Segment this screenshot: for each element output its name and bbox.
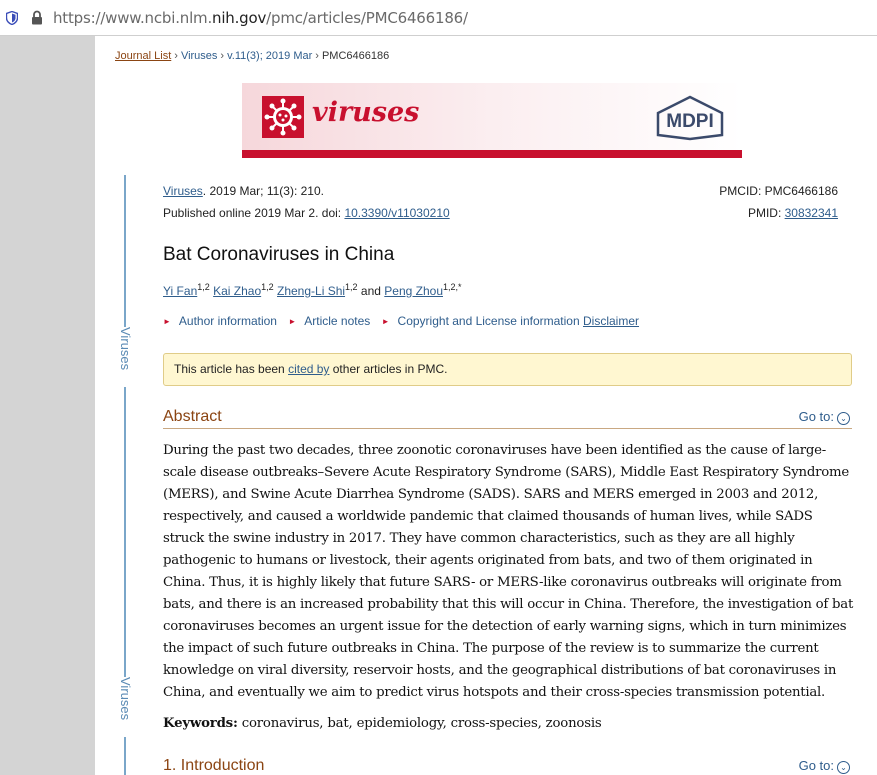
author-link[interactable]: Yi Fan <box>163 284 198 298</box>
breadcrumb-current: PMC6466186 <box>321 50 390 62</box>
sidebar-journal-label-2[interactable]: Viruses <box>110 677 140 737</box>
goto-introduction-menu[interactable]: Go to: ⌄ <box>799 758 850 774</box>
article-title: Bat Coronaviruses in China <box>163 244 395 265</box>
article-notes-toggle[interactable]: Article notes <box>304 314 371 328</box>
author-information-toggle[interactable]: Author information <box>178 314 277 328</box>
chevron-down-icon[interactable]: ⌄ <box>837 412 850 425</box>
virus-logo-icon <box>262 96 304 138</box>
triangle-right-icon: ► <box>288 317 297 326</box>
doi-link[interactable]: 10.3390/v11030210 <box>344 206 450 220</box>
shield-icon[interactable] <box>6 11 18 25</box>
keywords: Keywords: coronavirus, bat, epidemiology, cross-species, zoonosis <box>163 716 602 731</box>
abstract-heading: Abstract <box>163 408 222 425</box>
sidebar-journal-label[interactable]: Viruses <box>110 327 140 387</box>
journal-brand-name: viruses <box>312 97 420 128</box>
banner-red-bar <box>242 150 742 158</box>
abstract-heading-rule <box>163 428 852 429</box>
introduction-heading: 1. Introduction <box>163 757 265 774</box>
author-link[interactable]: Peng Zhou <box>384 284 443 298</box>
author-link[interactable]: Zheng-Li Shi <box>277 284 346 298</box>
article-info-links <box>163 314 639 328</box>
journal-link[interactable]: Viruses <box>163 184 203 198</box>
url-text[interactable]: https://www.ncbi.nlm.nih.gov/pmc/articles/PMC6466186/ <box>53 9 468 27</box>
mdpi-logo <box>654 95 726 141</box>
disclaimer-link[interactable]: Disclaimer <box>583 314 640 328</box>
abstract-text: During the past two decades, three zoonotic coronaviruses have been identified as the cause of large-scale disease outbreaks–Severe Acute Respiratory Syndrome (SARS), Middle East Respiratory Syndrome (MERS), and Swine Acute Diarrhea Syndrome (SADS). SARS and MERS emerged in 2003 and 2012, respectively, and caused a worldwide pandemic that claimed thousands of human lives, while SADS struck the swine industry in 2017. They have common characteristics, such as they are all highly pathogenic to humans or livestock, their agents originated from bats, and two of them originated in China. Thus, it is highly likely that future SARS- or MERS-like coronavirus outbreaks will originate from bats, and there is an increased probability that this will occur in China. Therefore, the investigation of bat coronaviruses becomes an urgent issue for the detection of early warning signs, which in turn minimizes the impact of such future outbreaks in China. The purpose of the review is to summarize the current knowledge on viral diversity, reservoir hosts, and the geographical distributions of bat coronaviruses in China, and eventually we aim to predict virus hotspots and their cross-species transmission potential. <box>163 443 854 700</box>
journal-banner[interactable] <box>242 83 742 158</box>
breadcrumb-journal-list[interactable]: Journal List <box>115 50 172 62</box>
left-margin <box>0 36 95 775</box>
breadcrumb-journal[interactable]: Viruses <box>180 50 218 62</box>
goto-abstract-menu[interactable]: Go to: ⌄ <box>799 409 850 425</box>
cited-by-link[interactable]: cited by <box>288 362 330 376</box>
article-ids: PMCID: PMC6466186 PMID: 30832341 <box>719 180 838 224</box>
triangle-right-icon: ► <box>381 317 390 326</box>
breadcrumb: Journal List › Viruses › v.11(3); 2019 Mar › PMC6466186 <box>115 50 390 62</box>
lock-icon[interactable] <box>31 10 43 25</box>
author-link[interactable]: Kai Zhao <box>213 284 262 298</box>
copyright-toggle[interactable]: Copyright and License information <box>397 314 580 328</box>
triangle-right-icon: ► <box>163 317 171 326</box>
chevron-down-icon[interactable]: ⌄ <box>837 761 850 774</box>
pmcid: PMCID: PMC6466186 <box>719 184 838 198</box>
browser-address-bar[interactable] <box>0 0 877 36</box>
citation-info: Viruses. 2019 Mar; 11(3): 210. Published online 2019 Mar 2. doi: 10.3390/v11030210 <box>163 184 450 220</box>
cited-by-notice: This article has been cited by other articles in PMC. <box>163 353 852 386</box>
publisher-name: MDPI <box>666 111 714 132</box>
pmid-link[interactable]: 30832341 <box>784 206 838 220</box>
author-list: Yi Fan$^{1,2}$ Kai Zhao$^{1,2}$ Zheng-Li Shi$^{1,2}$ and Peng Zhou$^{1,2,*}$ <box>163 282 462 298</box>
breadcrumb-issue[interactable]: v.11(3); 2019 Mar <box>227 50 313 62</box>
